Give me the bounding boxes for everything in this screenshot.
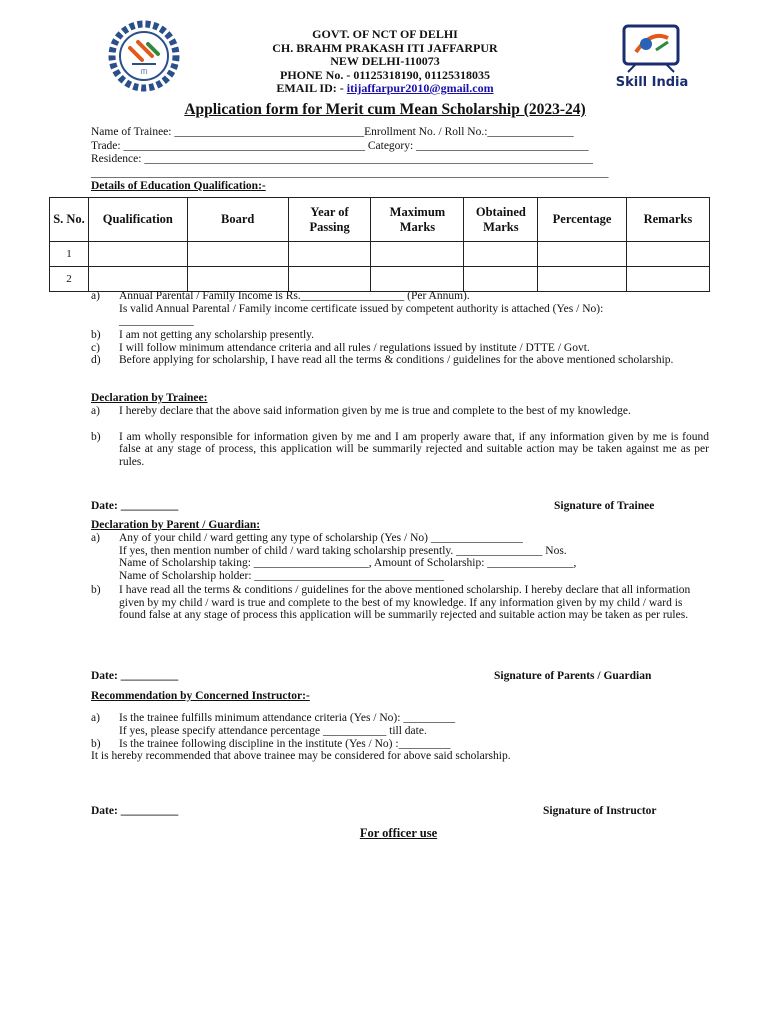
table-cell[interactable] — [538, 242, 626, 267]
table-cell[interactable] — [464, 267, 538, 292]
col-year: Year of Passing — [288, 198, 371, 242]
recommendation-closing: It is hereby recommended that above trainee may be considered for above said scholarship. — [91, 750, 511, 762]
parent-text-b: I have read all the terms & conditions / guidelines for the above mentioned scholarship. I hereby declare that all information given by my child / ward is true and complete to the best of my knowledge. If any information given by my child / ward is found false at any stage of process this application will be summarily rejected and suitable action may be taken as per rules. — [119, 584, 691, 622]
recommendation-label-a: a) — [91, 712, 100, 724]
parent-label-a: a) — [91, 532, 100, 544]
trainee-label-b: b) — [91, 430, 101, 443]
residence-line[interactable]: Residence: ______________________________________________________________________________ — [91, 153, 593, 165]
recommendation-heading: Recommendation by Concerned Instructor:- — [91, 690, 310, 702]
row-number: 1 — [50, 242, 89, 267]
trainee-label-a: a) — [91, 405, 100, 417]
trainee-declaration-heading: Declaration by Trainee: — [91, 392, 208, 404]
income-label-d: d) — [91, 354, 101, 366]
education-table — [49, 197, 710, 292]
income-label-a: a) — [91, 290, 100, 302]
attendance-percentage-line[interactable]: If yes, please specify attendance percentage ___________ till date. — [119, 724, 427, 737]
education-heading: Details of Education Qualification:- — [91, 180, 266, 192]
svg-text:ITI: ITI — [140, 69, 148, 76]
parent-text-a — [119, 532, 709, 582]
header-line-city: NEW DELHI-110073 — [330, 54, 440, 68]
table-row — [50, 242, 710, 267]
header-line-govt: GOVT. OF NCT OF DELHI — [312, 27, 458, 41]
residence-line-2[interactable]: __________________________________________________________________________________________ — [91, 166, 609, 179]
table-cell[interactable] — [187, 242, 288, 267]
name-enrollment-line[interactable]: Name of Trainee: _________________________________Enrollment No. / Roll No.:_______________ — [91, 126, 574, 138]
trainee-date[interactable]: Date: __________ — [91, 500, 179, 512]
skill-india-logo — [606, 22, 698, 92]
table-cell[interactable] — [187, 267, 288, 292]
income-text-c: I will follow minimum attendance criteria and all rules / regulations issued by institute / DTTE / Govt. — [119, 341, 590, 354]
table-row — [50, 267, 710, 292]
parent-scholarship-count[interactable]: If yes, then mention number of child / ward taking scholarship presently. _______________ Nos. — [119, 544, 567, 557]
iti-logo — [108, 20, 180, 92]
header-line-email — [200, 82, 570, 96]
table-cell[interactable] — [626, 242, 709, 267]
parent-date[interactable]: Date: __________ — [91, 670, 179, 682]
trainee-text-b: I am wholly responsible for information given by me and I am properly aware that, if any information given by me is found false at any stage of process, this application will be summarily rejected and suitable action may be taken against me as per rules. — [119, 430, 709, 468]
table-cell[interactable] — [288, 242, 371, 267]
trainee-text-a: I hereby declare that the above said information given by me is true and complete to the best of my knowledge. — [119, 405, 631, 417]
income-line: Annual Parental / Family Income is Rs.__________________ (Per Annum). — [119, 290, 470, 302]
col-max-marks: Maximum Marks — [371, 198, 464, 242]
income-label-c: c) — [91, 341, 100, 354]
header-line-phone: PHONE No. - 01125318190, 01125318035 — [279, 67, 490, 82]
col-obtained-marks: Obtained Marks — [464, 198, 538, 242]
trade-category-line[interactable]: Trade: __________________________________________ Category: ______________________________ — [91, 139, 589, 152]
instructor-signature: Signature of Instructor — [543, 805, 657, 817]
email-link[interactable]: itijaffarpur2010@gmail.com — [346, 81, 494, 95]
table-cell[interactable] — [538, 267, 626, 292]
parent-scholarship-holder[interactable]: Name of Scholarship holder: _________________________________ — [119, 569, 445, 582]
svg-text:Skill India: Skill India — [615, 75, 689, 90]
email-label: EMAIL ID: - — [276, 81, 347, 95]
recommendation-label-b: b) — [91, 737, 101, 750]
parent-signature: Signature of Parents / Guardian — [494, 670, 652, 682]
officer-use-heading: For officer use — [359, 826, 438, 840]
income-text-a — [119, 290, 709, 328]
attendance-criteria-line[interactable]: Is the trainee fulfills minimum attendance criteria (Yes / No): _________ — [119, 712, 456, 724]
income-certificate-blank[interactable]: _____________ — [119, 315, 194, 328]
header-line-institute: CH. BRAHM PRAKASH ITI JAFFARPUR — [272, 40, 498, 55]
income-label-b: b) — [91, 329, 101, 341]
recommendation-text-a — [119, 712, 709, 737]
table-cell[interactable] — [626, 267, 709, 292]
parent-declaration-heading: Declaration by Parent / Guardian: — [91, 519, 261, 531]
col-qualification: Qualification — [89, 198, 188, 242]
parent-label-b: b) — [91, 584, 101, 596]
table-cell[interactable] — [89, 267, 188, 292]
parent-scholarship-question[interactable]: Any of your child / ward getting any type of scholarship (Yes / No) ________________ — [119, 532, 523, 544]
instructor-date[interactable]: Date: __________ — [91, 805, 179, 817]
income-text-d: Before applying for scholarship, I have read all the terms & conditions / guidelines for the above mentioned scholarship. — [119, 354, 674, 366]
col-percentage: Percentage — [538, 198, 626, 242]
parent-scholarship-name-amount[interactable]: Name of Scholarship taking: ____________________, Amount of Scholarship: _______________, — [119, 557, 577, 570]
table-cell[interactable] — [89, 242, 188, 267]
col-sno: S. No. — [50, 198, 89, 242]
income-text-b: I am not getting any scholarship presently. — [119, 329, 315, 341]
trainee-signature: Signature of Trainee — [554, 500, 655, 512]
table-cell[interactable] — [464, 242, 538, 267]
table-cell[interactable] — [288, 267, 371, 292]
col-remarks: Remarks — [626, 198, 709, 242]
page-title: Application form for Merit cum Mean Scholarship (2023-24) — [184, 101, 586, 118]
discipline-line[interactable]: Is the trainee following discipline in the institute (Yes / No) :_________ — [119, 737, 451, 750]
table-cell[interactable] — [371, 267, 464, 292]
row-number: 2 — [50, 267, 89, 292]
income-certificate-line: Is valid Annual Parental / Family income certificate issued by competent authority is attached (Yes / No): — [119, 302, 604, 315]
table-cell[interactable] — [371, 242, 464, 267]
col-board: Board — [187, 198, 288, 242]
